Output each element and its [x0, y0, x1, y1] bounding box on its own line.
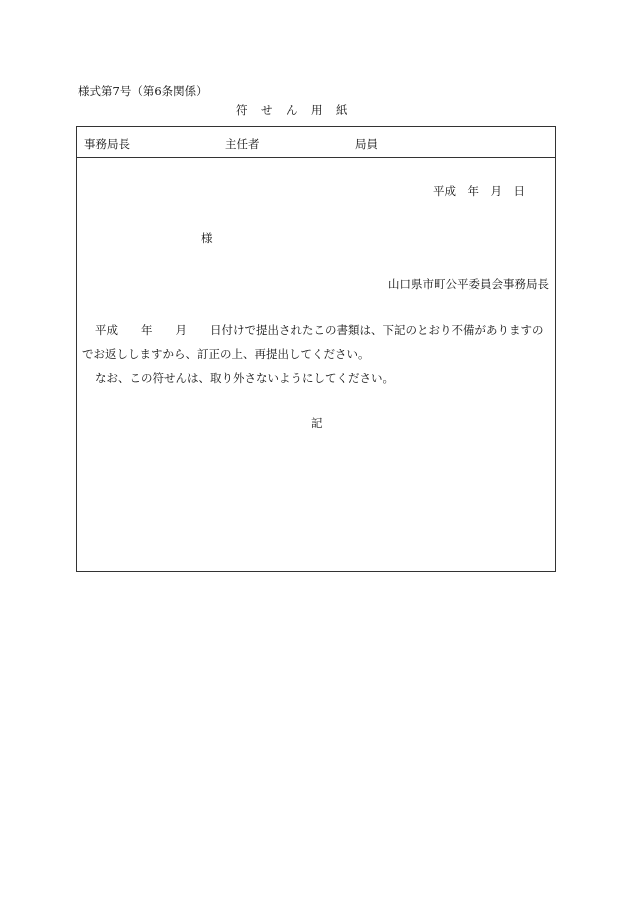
- form-box: [76, 126, 556, 572]
- date-line: 平成 年 月 日: [433, 184, 525, 198]
- addressee: 様: [201, 231, 213, 245]
- body-line-3: なお、この符せんは、取り外さないようにしてください。: [95, 371, 394, 385]
- document-title: 符 せ ん 用 紙: [236, 103, 349, 117]
- body-line-1: 平成 年 月 日付けで提出されたこの書類は、下記のとおり不備がありますの: [95, 323, 544, 337]
- staff-label: 局員: [355, 137, 378, 151]
- body-line-2: でお返ししますから、訂正の上、再提出してください。: [82, 347, 370, 361]
- sender: 山口県市町公平委員会事務局長: [388, 277, 549, 291]
- form-reference: 様式第7号（第6条関係）: [78, 84, 208, 98]
- note-heading: 記: [311, 416, 323, 430]
- approval-header-row: [77, 127, 555, 158]
- supervisor-label: 主任者: [225, 137, 260, 151]
- chief-label: 事務局長: [84, 137, 130, 151]
